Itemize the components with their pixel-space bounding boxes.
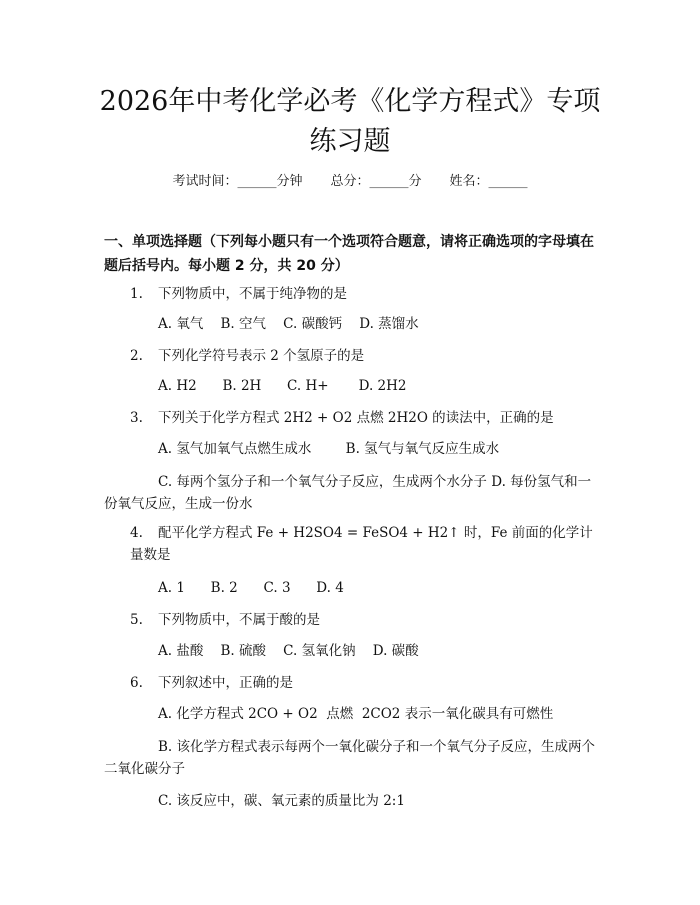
- question-6-option-a: A. 化学方程式 2CO + O2 点燃 2CO2 表示一氧化碳具有可燃性: [158, 706, 554, 722]
- question-3-options: A. 氢气加氧气点燃生成水 B. 氢气与氧气反应生成水: [158, 441, 500, 457]
- question-6-option-c: C. 该反应中，碳、氧元素的质量比为 2:1: [158, 793, 405, 809]
- question-text: 配平化学方程式 Fe + H2SO4 = FeSO4 + H2↑ 时，Fe 前面的化学计量数是: [130, 525, 593, 563]
- question-1-options: A. 氧气 B. 空气 C. 碳酸钙 D. 蒸馏水: [158, 316, 419, 332]
- section-heading: 一、单项选择题（下列每小题只有一个选项符合题意，请将正确选项的字母填在题后括号内。每小题 2 分，共 20 分）: [104, 234, 594, 274]
- total-score: 总分：______分: [330, 174, 422, 189]
- question-6: [130, 672, 610, 694]
- question-2: [130, 345, 610, 367]
- exam-meta: [0, 170, 700, 189]
- page-title: 2026年中考化学必考《化学方程式》专项练习题: [99, 86, 601, 157]
- question-3-options-cd: C. 每两个氢分子和一个氧气分子反应，生成两个水分子 D. 每份氢气和一份氧气反应，生成一份水: [104, 474, 592, 512]
- question-3: [130, 407, 610, 429]
- question-text: 下列物质中，不属于酸的是: [158, 612, 320, 628]
- question-6-option-b: B. 该化学方程式表示每两个一氧化碳分子和一个氧气分子反应，生成两个二氧化碳分子: [104, 739, 596, 777]
- question-number: 2.: [130, 348, 143, 364]
- question-4: [130, 522, 602, 566]
- question-4-options: A. 1 B. 2 C. 3 D. 4: [158, 580, 344, 596]
- question-5-options: A. 盐酸 B. 硫酸 C. 氢氧化钠 D. 碳酸: [158, 643, 419, 659]
- question-text: 下列关于化学方程式 2H2 + O2 点燃 2H2O 的读法中，正确的是: [158, 410, 554, 426]
- question-5: [130, 609, 610, 631]
- exam-time: 考试时间：______分钟: [172, 174, 303, 189]
- question-text: 下列化学符号表示 2 个氢原子的是: [158, 348, 365, 364]
- question-number: 4.: [130, 525, 143, 541]
- question-number: 5.: [130, 612, 143, 628]
- question-2-options: A. H2 B. 2H C. H+ D. 2H2: [158, 378, 407, 394]
- question-text: 下列叙述中，正确的是: [158, 675, 293, 691]
- question-number: 3.: [130, 410, 143, 426]
- question-1: [130, 283, 610, 305]
- question-number: 6.: [130, 675, 143, 691]
- question-number: 1.: [130, 286, 143, 302]
- question-text: 下列物质中，不属于纯净物的是: [158, 286, 347, 302]
- student-name: 姓名：______: [449, 174, 528, 189]
